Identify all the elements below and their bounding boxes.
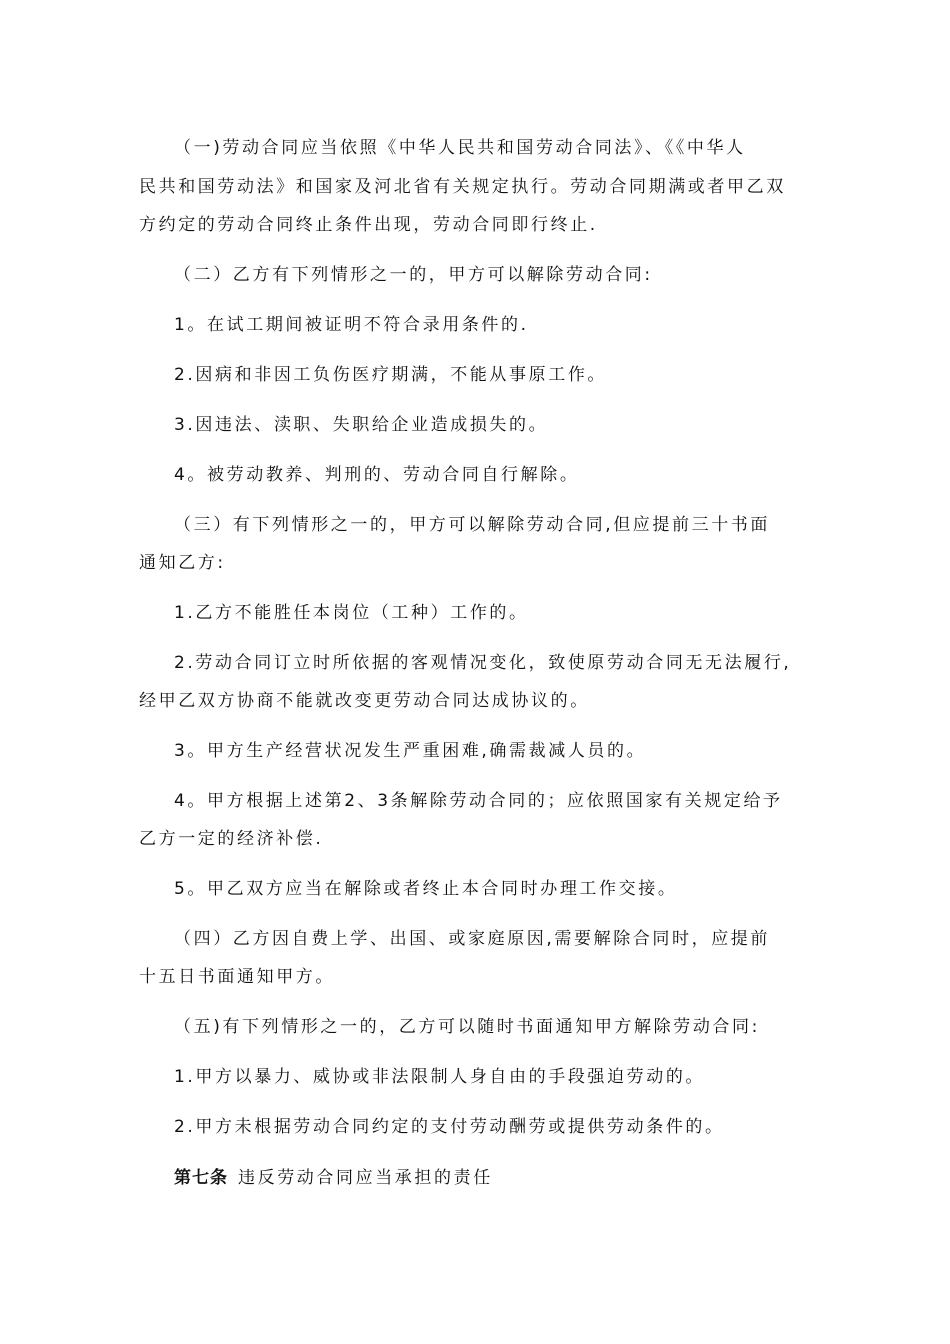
list-item: 1.甲方以暴力、威协或非法限制人身自由的手段强迫劳动的。 xyxy=(174,1067,706,1087)
paragraph-1-line-2: 民共和国劳动法》和国家及河北省有关规定执行。劳动合同期满或者甲乙双 xyxy=(139,177,786,197)
paragraph-5-line-1: （五)有下列情形之一的，乙方可以随时书面通知甲方解除劳动合同: xyxy=(174,1017,760,1037)
list-item: 2.因病和非因工负伤医疗期满，不能从事原工作。 xyxy=(174,365,608,385)
paragraph-1-line-1: （一)劳动合同应当依照《中华人民共和国劳动合同法》、《《中华人 xyxy=(174,138,746,158)
paragraph-3-line-2: 通知乙方: xyxy=(139,553,226,573)
list-item: 2.甲方未根据劳动合同约定的支付劳动酬劳或提供劳动条件的。 xyxy=(174,1117,725,1137)
list-item-continuation: 乙方一定的经济补偿. xyxy=(139,829,324,849)
paragraph-4-line-1: （四）乙方因自费上学、出国、或家庭原因,需要解除合同时，应提前 xyxy=(174,929,771,949)
list-item: 5。甲乙双方应当在解除或者终止本合同时办理工作交接。 xyxy=(174,879,678,899)
list-item: 3.因违法、渎职、失职给企业造成损失的。 xyxy=(174,415,549,435)
article-7-heading xyxy=(174,1167,493,1189)
article-title: 违反劳动合同应当承担的责任 xyxy=(238,1168,493,1188)
list-item-continuation: 经甲乙双方协商不能就改变更劳动合同达成协议的。 xyxy=(139,691,590,711)
paragraph-1-line-3: 方约定的劳动合同终止条件出现，劳动合同即行终止. xyxy=(139,215,598,235)
paragraph-4-line-2: 十五日书面通知甲方。 xyxy=(139,967,335,987)
article-number: 第七条 xyxy=(174,1168,228,1188)
paragraph-2-line-1: （二）乙方有下列情形之一的，甲方可以解除劳动合同: xyxy=(174,265,653,285)
list-item: 3。甲方生产经营状况发生严重困难,确需裁减人员的。 xyxy=(174,741,647,761)
list-item: 2.劳动合同订立时所依据的客观情况变化，致使原劳动合同无无法履行, xyxy=(174,653,792,673)
list-item: 1.乙方不能胜任本岗位（工种）工作的。 xyxy=(174,603,529,623)
list-item: 4。甲方根据上述第2、3条解除劳动合同的；应依照国家有关规定给予 xyxy=(174,791,783,811)
paragraph-3-line-1: （三）有下列情形之一的，甲方可以解除劳动合同,但应提前三十书面 xyxy=(174,515,771,535)
list-item: 1。在试工期间被证明不符合录用条件的. xyxy=(174,315,529,335)
list-item: 4。被劳动教养、判刑的、劳动合同自行解除。 xyxy=(174,465,580,485)
